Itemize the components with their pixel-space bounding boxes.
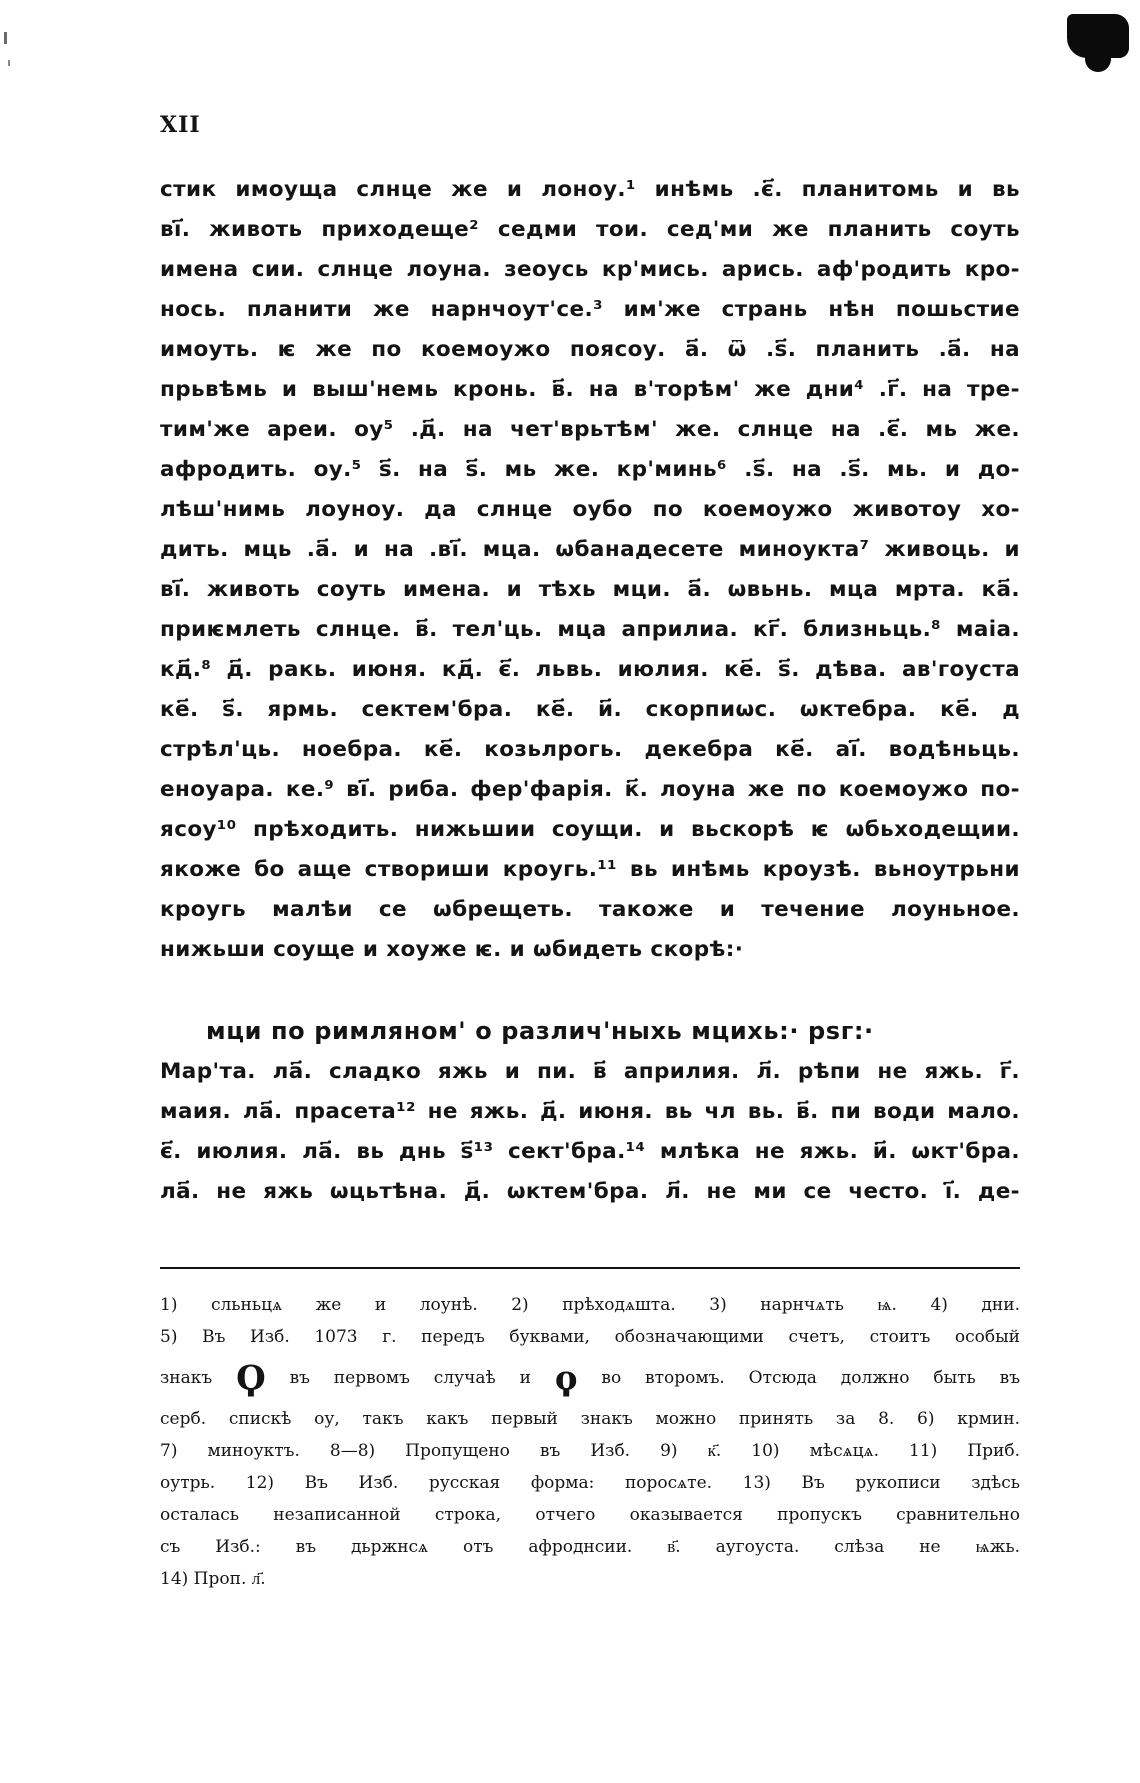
text-line: еноуара. ке.⁹ ві҃. риба. фер'фарiя. к҃. лоуна же по коемоужо по- (160, 777, 1020, 802)
second-paragraph (160, 1052, 1020, 1212)
text-line: ла҃. не яжь ѡцьтѣна. д҃. ѡктем'бра. л҃. не ми се често. і҃. де- (160, 1179, 1020, 1204)
special-sign-glyph: Ϙ (236, 1358, 266, 1399)
footnote-line: серб. спискѣ оу, такъ какъ первый знакъ можно принять за 8. 6) крмин. (160, 1409, 1020, 1429)
main-paragraph (160, 170, 1020, 970)
text-line: имена сии. слнце лоуна. зеоусь кр'мись. арись. аф'родить кро- (160, 257, 1020, 282)
text-line: стрѣл'ць. ноебра. ке҃. козьлрогь. декебра ке҃. аі҃. водѣньць. (160, 737, 1020, 762)
footnote-divider (160, 1267, 1020, 1269)
text-line: ке҃. ѕ҃. ярмь. сектем'бра. ке҃. и҃. скорпиѡс. ѡктебра. ке҃. д (160, 697, 1020, 722)
text-line: лѣш'нимь лоуноу. да слнце оубо по коемоужо животоу хо- (160, 497, 1020, 522)
footnotes (160, 1289, 1020, 1595)
text-line: ясоу¹⁰ прѣходить. нижьшии соущи. и вьскорѣ ѥ ѡбьходещии. (160, 817, 1020, 842)
scan-speck (8, 60, 10, 66)
footnote-line: съ Изб.: въ дьржнсѧ отъ афроднсии. в҃. аугоуста. слѣза не ѩжь. (160, 1537, 1020, 1557)
text-line: Мар'та. ла҃. сладко яжь и пи. в҃ априлия. л҃. рѣпи не яжь. г҃. (160, 1059, 1020, 1084)
text-line: дить. мць .а҃. и на .ві҃. мца. ѡбанадесете миноукта⁷ живоць. и (160, 537, 1020, 562)
text-line: кд҃.⁸ д҃. ракь. июня. кд҃. є҃. львь. июлия. ке҃. ѕ҃. дѣва. ав'гоуста (160, 657, 1020, 682)
footnote-text: во второмъ. Отсюда должно быть въ (601, 1368, 1020, 1388)
section-heading: мци по римляном' о различ'ныхь мцихь:· рѕг:· (206, 1017, 874, 1045)
text-line: афродить. оу.⁵ ѕ҃. на ѕ҃. мь же. кр'минь⁶ .ѕ҃. на .ѕ҃. мь. и до- (160, 457, 1020, 482)
footnote-line-with-glyphs (160, 1353, 1020, 1403)
page-number: XII (160, 112, 201, 138)
text-line: кроугь малѣи се ѡбрещеть. такоже и течение лоуньное. (160, 897, 1020, 922)
ink-blot (1067, 14, 1129, 58)
text-line: ві҃. животь соуть имена. и тѣхь мци. а҃. ѡвьнь. мца мрта. ка҃. (160, 577, 1020, 602)
footnote-text: знакъ (160, 1368, 213, 1388)
footnote-line: 7) миноуктъ. 8—8) Пропущено въ Изб. 9) к҃. 10) мѣсѧцѧ. 11) Приб. (160, 1441, 1020, 1461)
footnote-line: 5) Въ Изб. 1073 г. передъ буквами, обозначающими счетъ, стоитъ особый (160, 1327, 1020, 1347)
footnote-line: 1) сльньцѧ же и лоунѣ. 2) прѣходѧшта. 3) нарнчѧть ѩ. 4) дни. (160, 1295, 1020, 1315)
scan-speck (4, 32, 7, 44)
text-line: ві҃. животь приходеще² седми тои. сед'ми же планить соуть (160, 217, 1020, 242)
footnote-line: оутрь. 12) Въ Изб. русская форма: поросѧте. 13) Въ рукописи здѣсь (160, 1473, 1020, 1493)
text-line: имоуть. ѥ же по коемоужо поясоу. а҃. ѿ .ѕ҃. планить .а҃. на (160, 337, 1020, 362)
footnote-line: 14) Проп. л҃. (160, 1569, 266, 1589)
text-line: є҃. июлия. ла҃. вь днь ѕ҃¹³ сект'бра.¹⁴ млѣка не яжь. и҃. ѡкт'бра. (160, 1139, 1020, 1164)
text-line: прьвѣмь и выш'немь кронь. в҃. на в'торѣм' же дни⁴ .г҃. на тре- (160, 377, 1020, 402)
text-line: приѥмлеть слнце. в҃. тел'ць. мца априлиа. кг҃. близньць.⁸ маia. (160, 617, 1020, 642)
text-line: тим'же ареи. оу⁵ .д҃. на чет'врьтѣм' же. слнце на .є҃. мь же. (160, 417, 1020, 442)
text-line: нось. планити же нарнчоут'се.³ им'же странь нѣн пошьстие (160, 297, 1020, 322)
text-line: маия. ла҃. прасета¹² не яжь. д҃. июня. вь чл вь. в҃. пи води мало. (160, 1099, 1020, 1124)
text-line: якоже бо аще створиши кроугь.¹¹ вь инѣмь кроузѣ. вьноутрьни (160, 857, 1020, 882)
text-line: нижьши соуще и хоуже ѥ. и ѡбидеть скорѣ:· (160, 937, 744, 962)
footnote-line: осталась незаписанной строка, отчего оказывается пропускъ сравнительно (160, 1505, 1020, 1525)
special-sign-glyph: ϙ (554, 1358, 578, 1399)
footnote-text: въ первомъ случаѣ и (289, 1368, 531, 1388)
text-line: стик имоущa слнце же и лоноу.¹ инѣмь .є҃. планитомь и вь (160, 177, 1020, 202)
